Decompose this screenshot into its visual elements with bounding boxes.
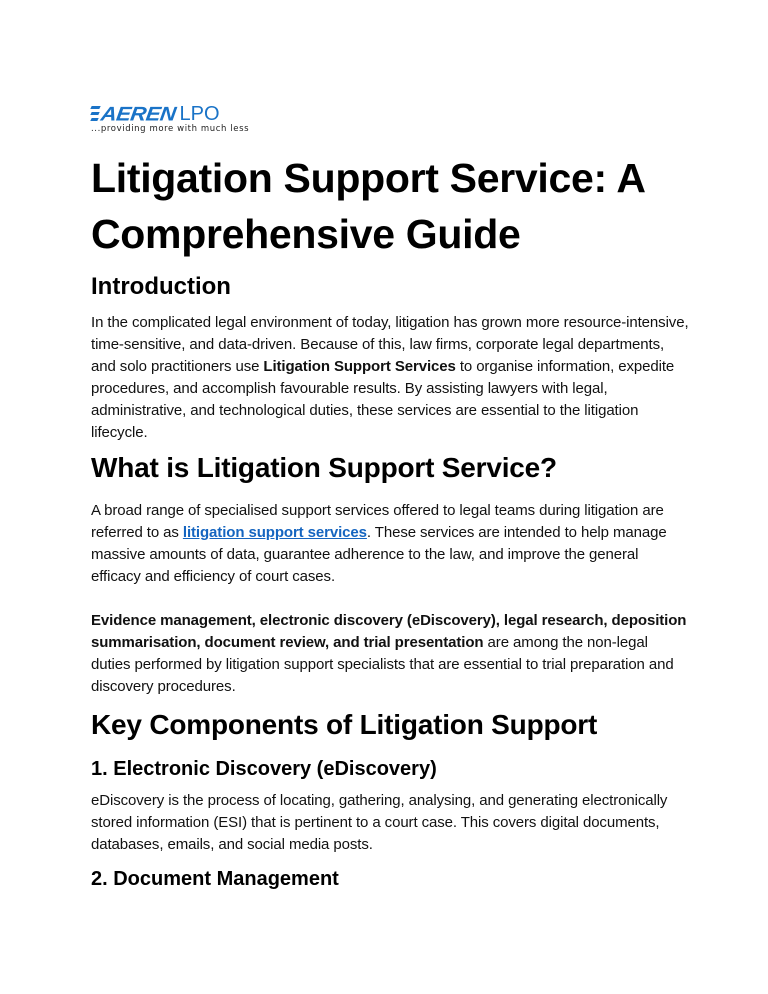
logo-suffix: LPO bbox=[179, 103, 220, 125]
what-is-paragraph-1 bbox=[91, 500, 691, 588]
company-logo bbox=[91, 101, 291, 137]
intro-text-a: In the complicated legal environment of today, litigation has grown more resource-intensive, time-sensitive, and data-driven. Because of this, law firms, corporate legal departments, and solo practitioners use bbox=[91, 314, 689, 375]
component-1-body: eDiscovery is the process of locating, gathering, analysing, and generating electronically stored information (ESI) that is pertinent to a court case. This covers digital documents, databases, emails, and social media posts. bbox=[91, 792, 668, 853]
logo-tagline: ...providing more with much less bbox=[91, 124, 250, 134]
document-title bbox=[91, 150, 711, 262]
component-1-heading: 1. Electronic Discovery (eDiscovery) bbox=[91, 758, 437, 780]
intro-bold-term: Litigation Support Services bbox=[263, 358, 456, 375]
title-line-1: Litigation Support Service: A bbox=[91, 155, 646, 201]
what-is-text-a: A broad range of specialised support services offered to legal teams during litigation are referred to as bbox=[91, 502, 664, 541]
introduction-heading: Introduction bbox=[91, 273, 231, 300]
litigation-support-services-link[interactable]: litigation support services bbox=[182, 524, 367, 541]
what-is-text-b: . These services are intended to help manage massive amounts of data, guarantee adherence to the law, and improve the general efficacy and efficiency of court cases. bbox=[91, 524, 667, 585]
title-line-2: Comprehensive Guide bbox=[91, 211, 521, 257]
logo-brand: AEREN bbox=[99, 102, 178, 125]
logo-wordmark bbox=[91, 101, 291, 123]
what-is-p2-text: are among the non-legal duties performed by litigation support specialists that are essential to trial preparation and discovery procedures. bbox=[91, 634, 674, 695]
what-is-heading: What is Litigation Support Service? bbox=[91, 452, 557, 483]
component-2-heading: 2. Document Management bbox=[91, 868, 339, 890]
introduction-paragraph bbox=[91, 312, 691, 444]
services-list-bold: Evidence management, electronic discovery (eDiscovery), legal research, deposition summarisation, document review, and trial presentation bbox=[91, 612, 687, 651]
intro-text-b: to organise information, expedite procedures, and accomplish favourable results. By assisting lawyers with legal, administrative, and technological duties, these services are essential to the litigation lifecycle. bbox=[91, 358, 675, 441]
key-components-heading: Key Components of Litigation Support bbox=[91, 709, 598, 740]
what-is-paragraph-2 bbox=[91, 610, 691, 698]
